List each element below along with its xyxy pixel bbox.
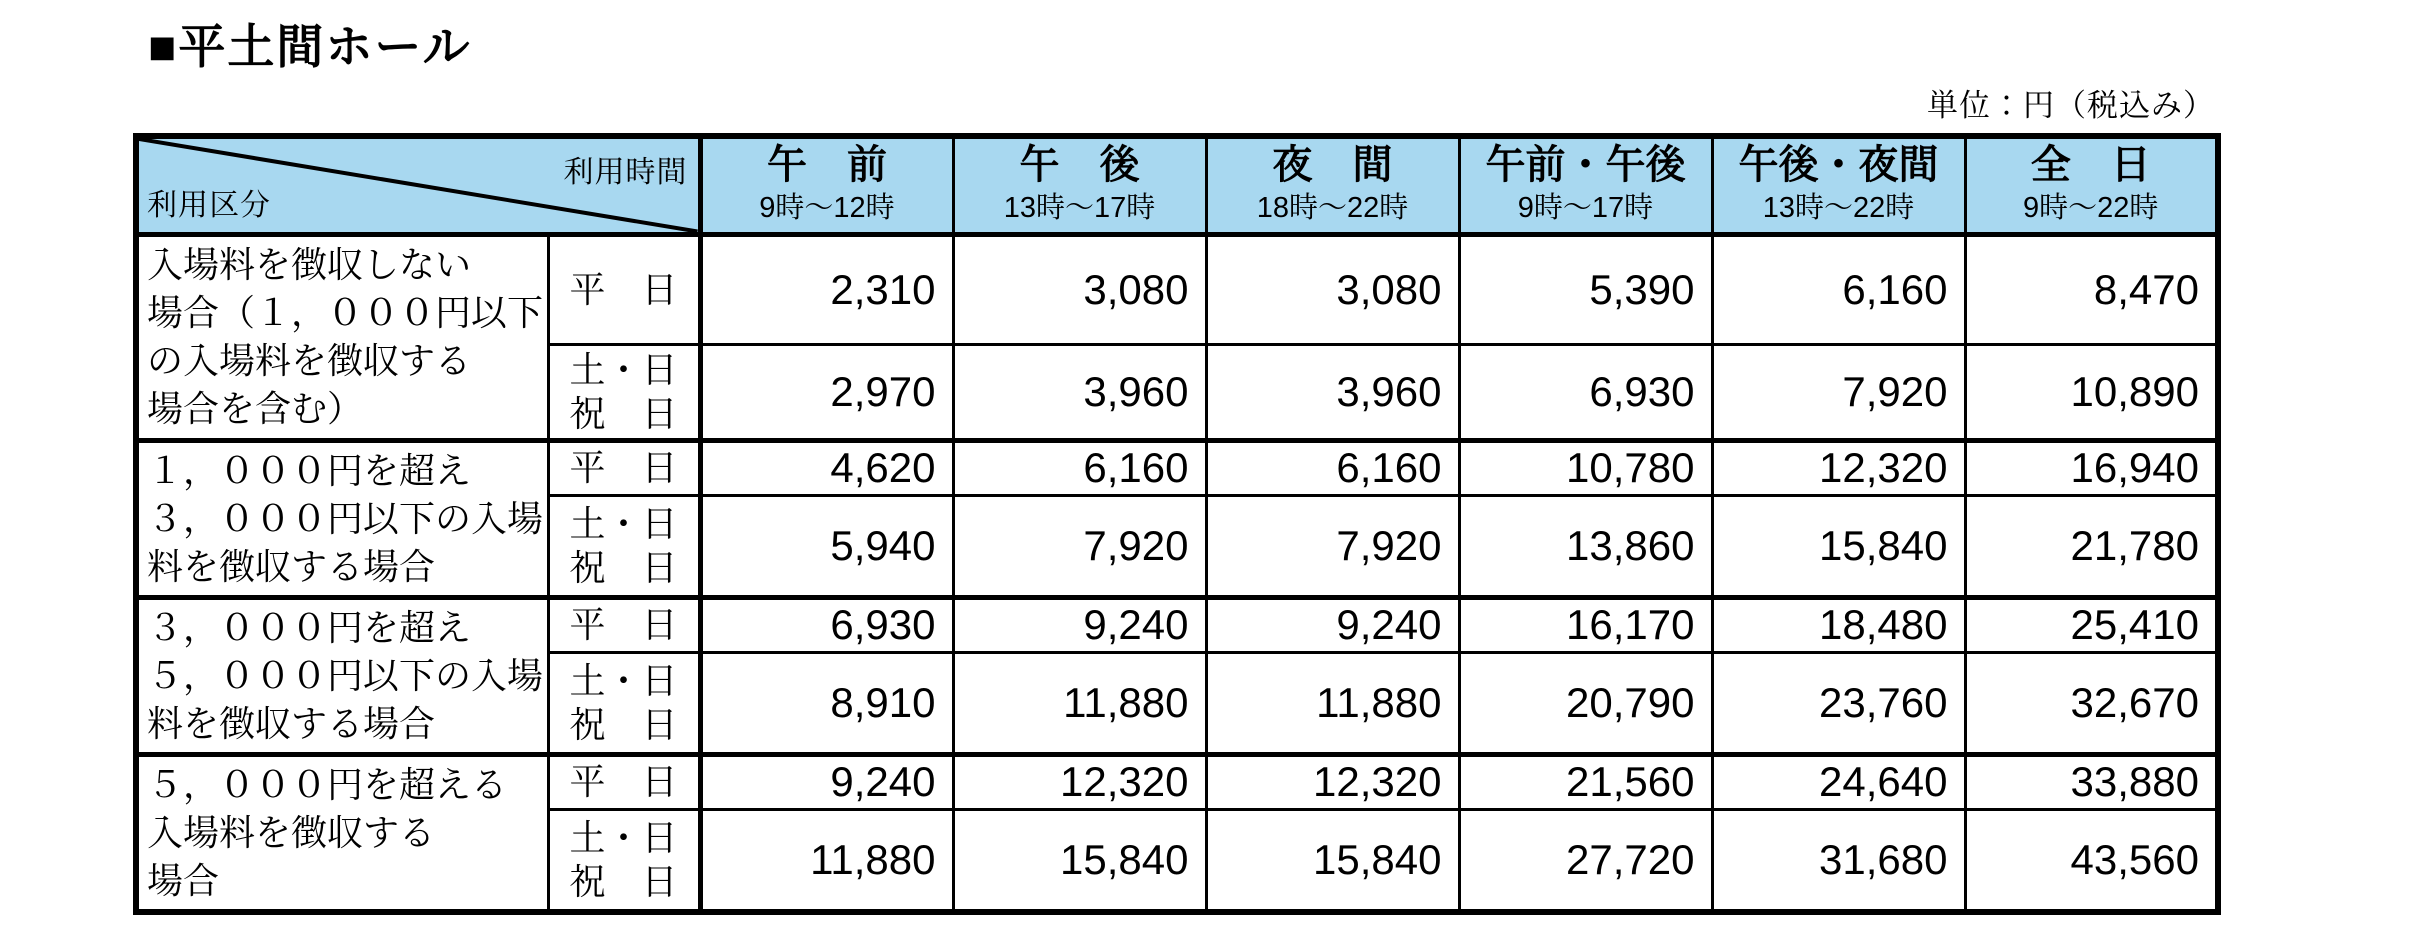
price-cell: 24,640	[1712, 754, 1965, 809]
column-header-time: 9時～17時	[1517, 192, 1654, 225]
column-header-label: 午前・午後	[1485, 143, 1686, 188]
category-line: 入場料を徴収しない	[147, 244, 472, 285]
category-line: 入場料を徴収する	[147, 811, 436, 853]
price-cell: 4,620	[700, 440, 953, 495]
day-label: 祝 日	[569, 392, 678, 434]
price-cell: 11,880	[953, 652, 1206, 754]
day-label: 土・日	[569, 502, 678, 544]
price-cell: 6,930	[1459, 344, 1712, 440]
category-line: 料を徴収する場合	[147, 702, 436, 744]
price-cell: 3,080	[953, 234, 1206, 344]
day-cell-weekend-holiday	[548, 652, 700, 754]
table-row	[136, 597, 2218, 652]
category-line: ５，０００円以下の入場	[147, 654, 544, 696]
price-cell: 25,410	[1965, 597, 2218, 652]
category-line: 場合	[147, 859, 220, 901]
column-header-morning	[700, 136, 953, 234]
day-label: 土・日	[569, 348, 678, 390]
day-cell-weekday	[548, 234, 700, 344]
column-header-all-day	[1965, 136, 2218, 234]
category-line: １，０００円を超え	[147, 449, 472, 491]
column-header-label: 午後・夜間	[1738, 143, 1939, 188]
day-label: 祝 日	[569, 703, 678, 745]
price-cell: 9,240	[1206, 597, 1459, 652]
day-cell-weekend-holiday	[548, 344, 700, 440]
column-header-time: 18時～22時	[1256, 192, 1409, 225]
price-cell: 20,790	[1459, 652, 1712, 754]
column-header-evening	[1206, 136, 1459, 234]
price-cell: 6,160	[953, 440, 1206, 495]
unit-note: 単位：円（税込み）	[1927, 88, 2215, 123]
corner-usage-time-label: 利用時間	[563, 156, 688, 189]
column-header-time: 13時～17時	[1003, 192, 1156, 225]
price-cell: 8,910	[700, 652, 953, 754]
price-cell: 16,170	[1459, 597, 1712, 652]
price-cell: 7,920	[1712, 344, 1965, 440]
category-line: ３，０００円を超え	[147, 606, 472, 648]
corner-usage-category-label: 利用区分	[147, 188, 271, 222]
price-cell: 43,560	[1965, 809, 2218, 911]
day-label: 平 日	[569, 604, 678, 646]
day-label: 平 日	[569, 761, 678, 803]
column-header-morning-afternoon	[1459, 136, 1712, 234]
price-table	[133, 133, 2221, 915]
day-label: 土・日	[569, 816, 678, 858]
day-cell-weekday	[548, 754, 700, 809]
category-line: 料を徴収する場合	[147, 545, 436, 587]
day-label: 土・日	[569, 659, 678, 701]
category-cell-3000-to-5000	[136, 597, 548, 754]
price-cell: 10,780	[1459, 440, 1712, 495]
column-header-afternoon	[953, 136, 1206, 234]
price-cell: 3,080	[1206, 234, 1459, 344]
price-cell: 6,160	[1206, 440, 1459, 495]
price-cell: 3,960	[953, 344, 1206, 440]
price-cell: 21,780	[1965, 495, 2218, 597]
price-cell: 33,880	[1965, 754, 2218, 809]
day-cell-weekday	[548, 597, 700, 652]
category-line: ５，０００円を超える	[147, 763, 508, 805]
price-cell: 6,930	[700, 597, 953, 652]
page-title: ■平土間ホール	[148, 20, 472, 73]
price-cell: 11,880	[1206, 652, 1459, 754]
column-header-afternoon-evening	[1712, 136, 1965, 234]
price-cell: 9,240	[953, 597, 1206, 652]
category-line: の入場料を徴収する	[147, 340, 472, 381]
price-cell: 18,480	[1712, 597, 1965, 652]
column-header-time: 9時～22時	[2023, 192, 2159, 225]
day-label: 祝 日	[569, 546, 678, 588]
day-label: 平 日	[569, 268, 678, 310]
day-label: 祝 日	[569, 860, 678, 902]
column-header-label: 午 前	[767, 143, 887, 188]
price-cell: 8,470	[1965, 234, 2218, 344]
day-cell-weekday	[548, 440, 700, 495]
price-cell: 12,320	[1712, 440, 1965, 495]
corner-cell	[136, 136, 700, 234]
category-cell-1000-to-3000	[136, 440, 548, 597]
category-line: ３，０００円以下の入場	[147, 497, 544, 539]
column-header-time: 9時～12時	[759, 192, 895, 225]
table-row	[136, 234, 2218, 344]
price-cell: 5,390	[1459, 234, 1712, 344]
price-cell: 21,560	[1459, 754, 1712, 809]
price-cell: 23,760	[1712, 652, 1965, 754]
price-cell: 15,840	[1712, 495, 1965, 597]
price-cell: 16,940	[1965, 440, 2218, 495]
column-header-label: 夜 間	[1272, 143, 1393, 188]
day-cell-weekend-holiday	[548, 495, 700, 597]
category-line: 場合を含む）	[147, 388, 364, 429]
category-cell-no-admission-fee	[136, 234, 548, 440]
price-cell: 11,880	[700, 809, 953, 911]
column-header-time: 13時～22時	[1762, 192, 1915, 225]
price-cell: 13,860	[1459, 495, 1712, 597]
category-line: 場合（１，０００円以下	[147, 292, 544, 333]
price-cell: 7,920	[1206, 495, 1459, 597]
price-cell: 6,160	[1712, 234, 1965, 344]
price-cell: 5,940	[700, 495, 953, 597]
header-row	[136, 136, 2218, 234]
price-cell: 10,890	[1965, 344, 2218, 440]
price-cell: 12,320	[1206, 754, 1459, 809]
column-header-label: 午 後	[1019, 143, 1140, 188]
price-cell: 15,840	[953, 809, 1206, 911]
price-cell: 7,920	[953, 495, 1206, 597]
price-cell: 31,680	[1712, 809, 1965, 911]
price-cell: 32,670	[1965, 652, 2218, 754]
day-cell-weekend-holiday	[548, 809, 700, 911]
price-cell: 12,320	[953, 754, 1206, 809]
table-row	[136, 754, 2218, 809]
price-cell: 9,240	[700, 754, 953, 809]
price-cell: 15,840	[1206, 809, 1459, 911]
column-header-label: 全 日	[2030, 143, 2151, 188]
price-cell: 27,720	[1459, 809, 1712, 911]
day-label: 平 日	[569, 447, 678, 489]
price-cell: 2,970	[700, 344, 953, 440]
price-cell: 3,960	[1206, 344, 1459, 440]
category-cell-over-5000	[136, 754, 548, 912]
table-row	[136, 440, 2218, 495]
price-cell: 2,310	[700, 234, 953, 344]
